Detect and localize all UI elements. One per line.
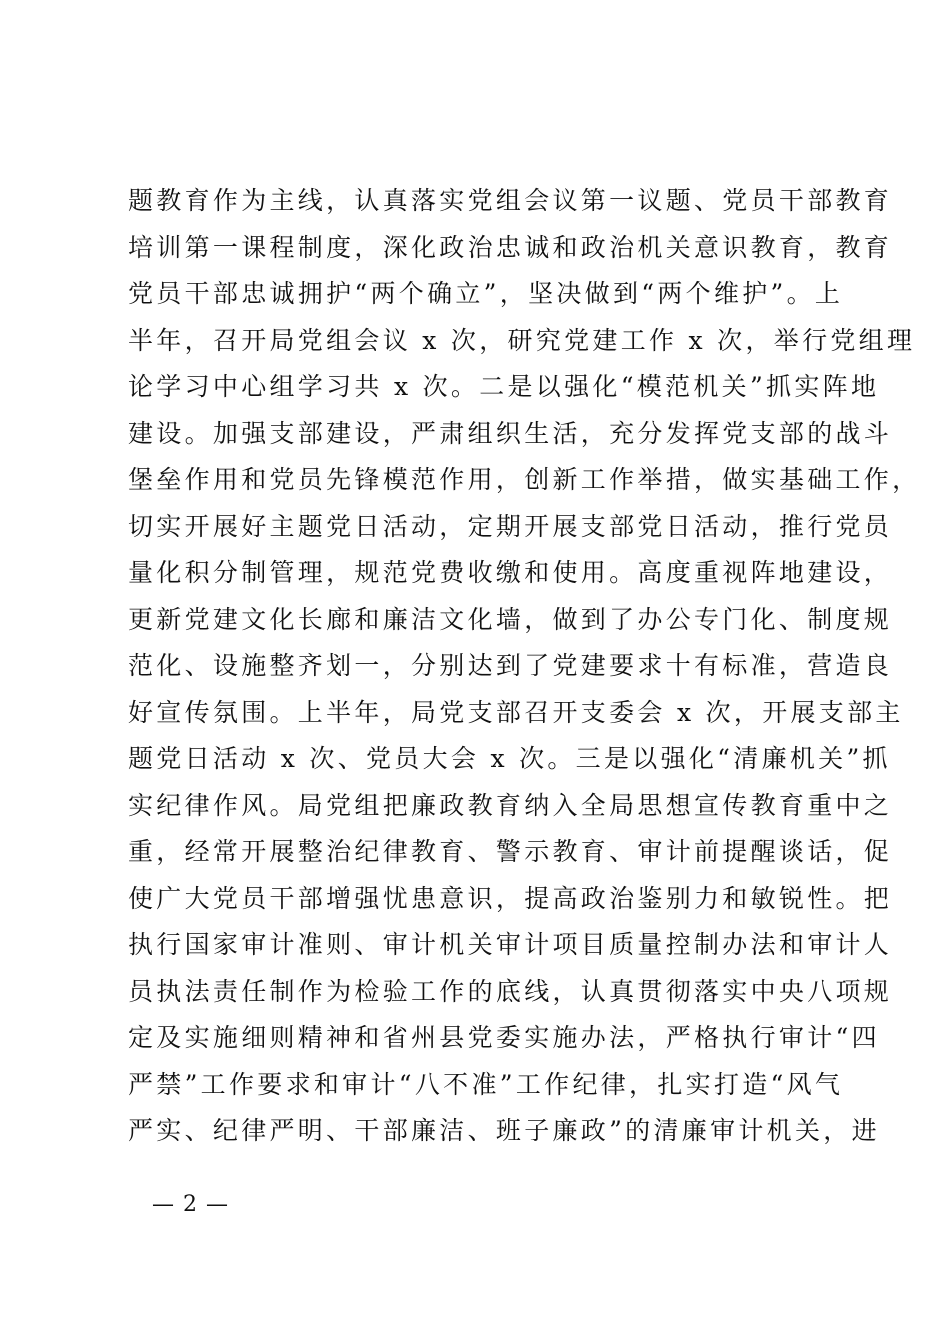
- text-line: 量化积分制管理，规范党费收缴和使用。高度重视阵地建设，: [128, 558, 893, 587]
- text-line: 范化、设施整齐划一，分别达到了党建要求十有标准，营造良: [128, 651, 893, 680]
- text-line: 严实、纪律严明、干部廉洁、班子廉政”的清廉审计机关，进: [128, 1116, 880, 1145]
- body-text: [128, 178, 921, 1155]
- text-line: 实纪律作风。局党组把廉政教育纳入全局思想宣传教育重中之: [128, 790, 893, 820]
- text-line: 重，经常开展整治纪律教育、警示教育、审计前提醒谈话，促: [128, 837, 893, 866]
- text-line: 员执法责任制作为检验工作的底线，认真贯彻落实中央八项规: [128, 976, 893, 1006]
- text-line: 党员干部忠诚拥护“两个确立”，坚决做到“两个维护”。上: [128, 279, 844, 308]
- page-number: — 2 —: [152, 1192, 229, 1217]
- text-line: 严禁”工作要求和审计“八不准”工作纪律，扎实打造“风气: [128, 1069, 844, 1099]
- text-line: 培训第一课程制度，深化政治忠诚和政治机关意识教育，教育: [128, 232, 893, 262]
- text-line: 半年，召开局党组会议 x 次，研究党建工作 x 次，举行党组理: [128, 325, 916, 355]
- text-line: 题党日活动 x 次、党员大会 x 次。三是以强化“清廉机关”抓: [128, 744, 891, 773]
- text-line: 好宣传氛围。上半年，局党支部召开支委会 x 次，开展支部主: [128, 697, 904, 727]
- text-line: 使广大党员干部增强忧患意识，提高政治鉴别力和敏锐性。把: [128, 883, 893, 913]
- text-line: 执行国家审计准则、审计机关审计项目质量控制办法和审计人: [128, 930, 893, 959]
- text-line: 更新党建文化长廊和廉洁文化墙，做到了办公专门化、制度规: [128, 604, 893, 634]
- text-line: 论学习中心组学习共 x 次。二是以强化“模范机关”抓实阵地: [128, 372, 880, 401]
- text-line: 切实开展好主题党日活动，定期开展支部党日活动，推行党员: [128, 511, 893, 541]
- text-line: 堡垒作用和党员先锋模范作用，创新工作举措，做实基础工作，: [128, 465, 921, 494]
- text-line: 建设。加强支部建设，严肃组织生活，充分发挥党支部的战斗: [128, 418, 893, 448]
- text-line: 定及实施细则精神和省州县党委实施办法，严格执行审计“四: [128, 1023, 880, 1052]
- text-line: 题教育作为主线，认真落实党组会议第一议题、党员干部教育: [128, 186, 893, 215]
